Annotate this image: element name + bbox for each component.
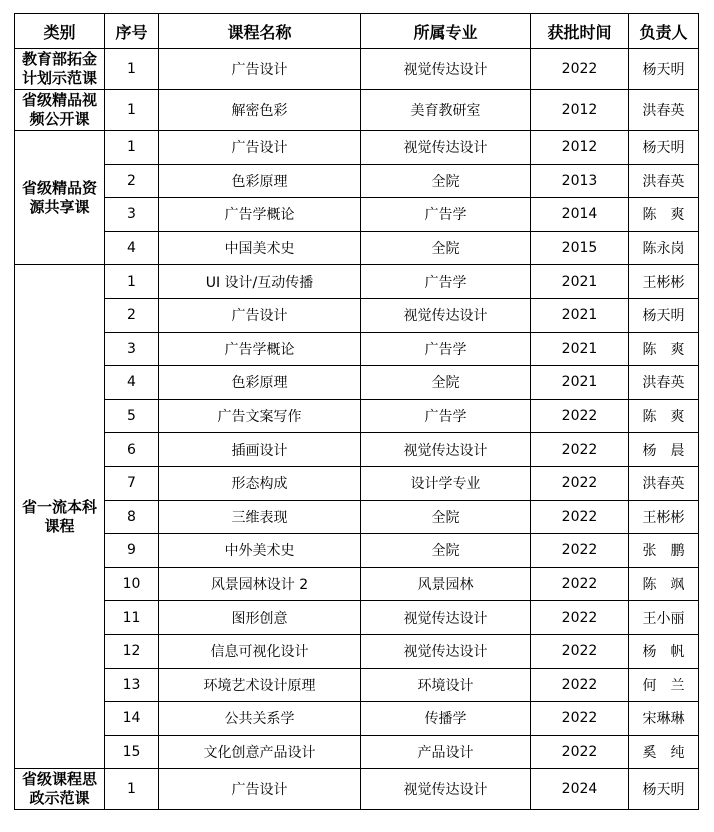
- header-row: [15, 14, 699, 49]
- row-year: 2022: [531, 49, 629, 90]
- row-year: 2021: [531, 265, 629, 299]
- table-row: [15, 601, 699, 635]
- row-lead: 杨天明: [629, 769, 699, 810]
- header-lead: 负责人: [629, 14, 699, 49]
- row-year: 2024: [531, 769, 629, 810]
- row-major: 视觉传达设计: [361, 433, 531, 467]
- row-course: UI 设计/互动传播: [159, 265, 361, 299]
- row-year: 2021: [531, 332, 629, 366]
- row-lead: 王小丽: [629, 601, 699, 635]
- row-major: 视觉传达设计: [361, 769, 531, 810]
- row-course: 中外美术史: [159, 534, 361, 568]
- row-course: 图形创意: [159, 601, 361, 635]
- table-row: [15, 534, 699, 568]
- row-course: 广告设计: [159, 131, 361, 165]
- row-year: 2022: [531, 433, 629, 467]
- row-no: 3: [105, 332, 159, 366]
- row-year: 2012: [531, 131, 629, 165]
- row-year: 2022: [531, 567, 629, 601]
- table-row: [15, 265, 699, 299]
- row-lead: 杨 帆: [629, 634, 699, 668]
- row-course: 中国美术史: [159, 231, 361, 265]
- row-course: 广告设计: [159, 298, 361, 332]
- row-course: 广告学概论: [159, 332, 361, 366]
- table-row: [15, 90, 699, 131]
- row-major: 设计学专业: [361, 466, 531, 500]
- row-major: 广告学: [361, 399, 531, 433]
- row-lead: 何 兰: [629, 668, 699, 702]
- category-cell: 省级课程思政示范课: [15, 769, 105, 810]
- table-row: [15, 567, 699, 601]
- row-lead: 洪春英: [629, 164, 699, 198]
- row-major: 广告学: [361, 332, 531, 366]
- table-row: [15, 231, 699, 265]
- row-major: 广告学: [361, 198, 531, 232]
- category-cell: 省一流本科课程: [15, 265, 105, 769]
- row-course: 信息可视化设计: [159, 634, 361, 668]
- row-lead: 洪春英: [629, 90, 699, 131]
- row-no: 2: [105, 298, 159, 332]
- row-lead: 王彬彬: [629, 265, 699, 299]
- header-year: 获批时间: [531, 14, 629, 49]
- row-no: 2: [105, 164, 159, 198]
- table-body: [15, 49, 699, 810]
- table-row: [15, 298, 699, 332]
- row-year: 2022: [531, 500, 629, 534]
- row-lead: 奚 纯: [629, 735, 699, 769]
- row-lead: 杨天明: [629, 49, 699, 90]
- header-no: 序号: [105, 14, 159, 49]
- row-lead: 陈 飒: [629, 567, 699, 601]
- row-major: 传播学: [361, 702, 531, 736]
- row-no: 1: [105, 769, 159, 810]
- table-row: [15, 702, 699, 736]
- row-major: 美育教研室: [361, 90, 531, 131]
- table-row: [15, 366, 699, 400]
- row-year: 2014: [531, 198, 629, 232]
- header-category: 类别: [15, 14, 105, 49]
- row-course: 公共关系学: [159, 702, 361, 736]
- row-lead: 陈永岗: [629, 231, 699, 265]
- row-course: 文化创意产品设计: [159, 735, 361, 769]
- row-major: 全院: [361, 500, 531, 534]
- table-row: [15, 634, 699, 668]
- row-year: 2022: [531, 534, 629, 568]
- row-course: 风景园林设计 2: [159, 567, 361, 601]
- table-row: [15, 735, 699, 769]
- row-course: 三维表现: [159, 500, 361, 534]
- table-row: [15, 500, 699, 534]
- row-lead: 陈 爽: [629, 399, 699, 433]
- row-major: 广告学: [361, 265, 531, 299]
- table-row: [15, 198, 699, 232]
- category-cell: 省级精品资源共享课: [15, 131, 105, 265]
- row-no: 11: [105, 601, 159, 635]
- row-no: 9: [105, 534, 159, 568]
- row-no: 15: [105, 735, 159, 769]
- row-year: 2022: [531, 399, 629, 433]
- row-major: 风景园林: [361, 567, 531, 601]
- row-major: 全院: [361, 366, 531, 400]
- row-no: 8: [105, 500, 159, 534]
- row-lead: 宋琳琳: [629, 702, 699, 736]
- table-row: [15, 433, 699, 467]
- row-no: 13: [105, 668, 159, 702]
- table-row: [15, 332, 699, 366]
- row-no: 14: [105, 702, 159, 736]
- row-no: 4: [105, 366, 159, 400]
- row-major: 视觉传达设计: [361, 634, 531, 668]
- row-no: 6: [105, 433, 159, 467]
- row-major: 视觉传达设计: [361, 601, 531, 635]
- row-major: 环境设计: [361, 668, 531, 702]
- table-row: [15, 49, 699, 90]
- row-major: 视觉传达设计: [361, 131, 531, 165]
- row-major: 视觉传达设计: [361, 298, 531, 332]
- table-row: [15, 668, 699, 702]
- row-course: 插画设计: [159, 433, 361, 467]
- row-no: 10: [105, 567, 159, 601]
- row-no: 7: [105, 466, 159, 500]
- header-major: 所属专业: [361, 14, 531, 49]
- header-course: 课程名称: [159, 14, 361, 49]
- row-year: 2022: [531, 702, 629, 736]
- table-row: [15, 769, 699, 810]
- row-no: 4: [105, 231, 159, 265]
- row-course: 广告设计: [159, 49, 361, 90]
- row-course: 形态构成: [159, 466, 361, 500]
- table-row: [15, 164, 699, 198]
- row-lead: 陈 爽: [629, 198, 699, 232]
- table-row: [15, 131, 699, 165]
- row-lead: 王彬彬: [629, 500, 699, 534]
- row-year: 2022: [531, 601, 629, 635]
- row-course: 解密色彩: [159, 90, 361, 131]
- category-cell: 省级精品视频公开课: [15, 90, 105, 131]
- row-no: 3: [105, 198, 159, 232]
- row-course: 广告文案写作: [159, 399, 361, 433]
- row-course: 广告学概论: [159, 198, 361, 232]
- row-lead: 陈 爽: [629, 332, 699, 366]
- row-year: 2022: [531, 735, 629, 769]
- row-lead: 杨天明: [629, 131, 699, 165]
- row-lead: 杨天明: [629, 298, 699, 332]
- row-year: 2021: [531, 298, 629, 332]
- row-year: 2021: [531, 366, 629, 400]
- row-lead: 杨 晨: [629, 433, 699, 467]
- row-year: 2013: [531, 164, 629, 198]
- row-major: 全院: [361, 534, 531, 568]
- table-row: [15, 466, 699, 500]
- row-no: 1: [105, 265, 159, 299]
- row-year: 2015: [531, 231, 629, 265]
- row-no: 1: [105, 90, 159, 131]
- row-no: 12: [105, 634, 159, 668]
- row-year: 2022: [531, 668, 629, 702]
- row-major: 产品设计: [361, 735, 531, 769]
- row-course: 色彩原理: [159, 366, 361, 400]
- row-no: 1: [105, 49, 159, 90]
- category-cell: 教育部拓金计划示范课: [15, 49, 105, 90]
- row-year: 2022: [531, 634, 629, 668]
- row-lead: 洪春英: [629, 466, 699, 500]
- row-major: 全院: [361, 231, 531, 265]
- table-row: [15, 399, 699, 433]
- row-major: 视觉传达设计: [361, 49, 531, 90]
- row-major: 全院: [361, 164, 531, 198]
- row-course: 色彩原理: [159, 164, 361, 198]
- row-no: 5: [105, 399, 159, 433]
- row-no: 1: [105, 131, 159, 165]
- row-course: 环境艺术设计原理: [159, 668, 361, 702]
- row-lead: 洪春英: [629, 366, 699, 400]
- row-lead: 张 鹏: [629, 534, 699, 568]
- course-table: [14, 13, 699, 810]
- row-course: 广告设计: [159, 769, 361, 810]
- row-year: 2012: [531, 90, 629, 131]
- row-year: 2022: [531, 466, 629, 500]
